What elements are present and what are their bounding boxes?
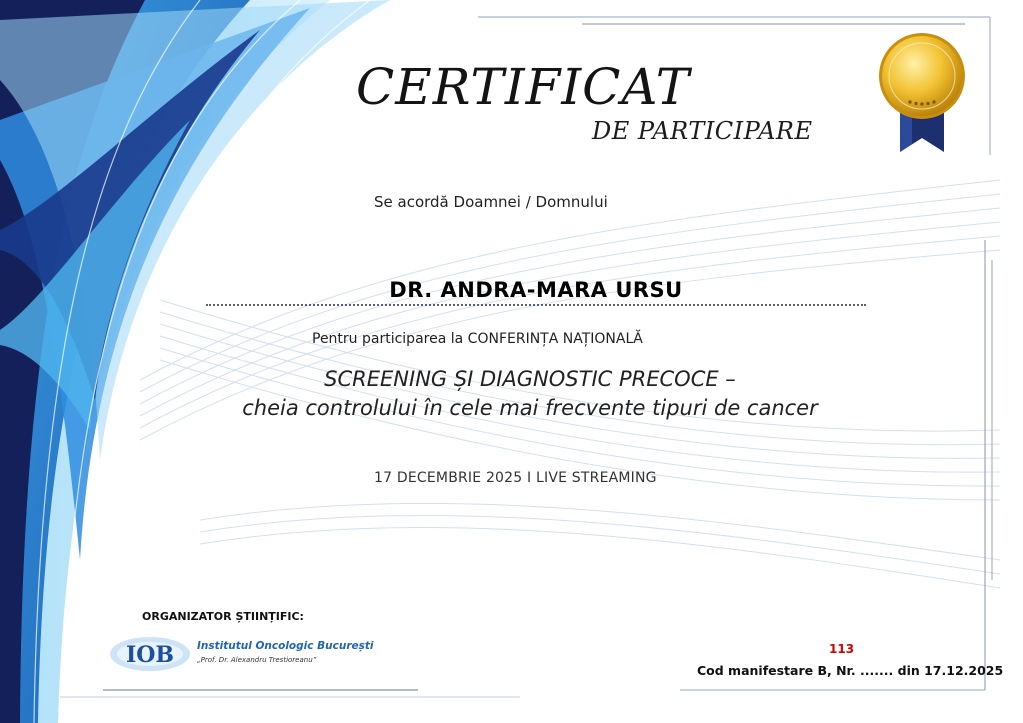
name-dotted-line — [206, 304, 866, 306]
gold-medal-ribbon-icon — [872, 30, 972, 160]
participation-event: CONFERINȚA NAȚIONALĂ — [467, 331, 643, 347]
awarded-to-label: Se acordă Doamnei / Domnului — [374, 193, 608, 211]
event-title-line-2: cheia controlului în cele mai frecvente tipuri de cancer — [242, 396, 818, 420]
organizer-subtitle: „Prof. Dr. Alexandru Trestioreanu” — [197, 656, 317, 664]
organizer-logo-text: IOB — [125, 642, 175, 668]
certificate-subtitle: DE PARTICIPARE — [592, 117, 813, 145]
organizer-logo — [108, 632, 338, 676]
participation-line — [312, 331, 643, 347]
event-title-line-1: SCREENING ȘI DIAGNOSTIC PRECOCE – — [324, 367, 736, 391]
certificate-title: CERTIFICAT — [356, 58, 691, 116]
organizer-name: Institutul Oncologic București — [197, 640, 374, 652]
organizer-label: ORGANIZATOR ȘTIINȚIFIC: — [142, 610, 304, 623]
participation-prefix: Pentru participarea la — [312, 331, 464, 347]
event-date-location: 17 DECEMBRIE 2025 I LIVE STREAMING — [374, 470, 657, 486]
serial-number: 113 — [829, 642, 855, 656]
event-code: Cod manifestare B, Nr. ....... din 17.12.2025 — [697, 663, 1004, 678]
recipient-name: DR. ANDRA-MARA URSU — [389, 278, 683, 302]
